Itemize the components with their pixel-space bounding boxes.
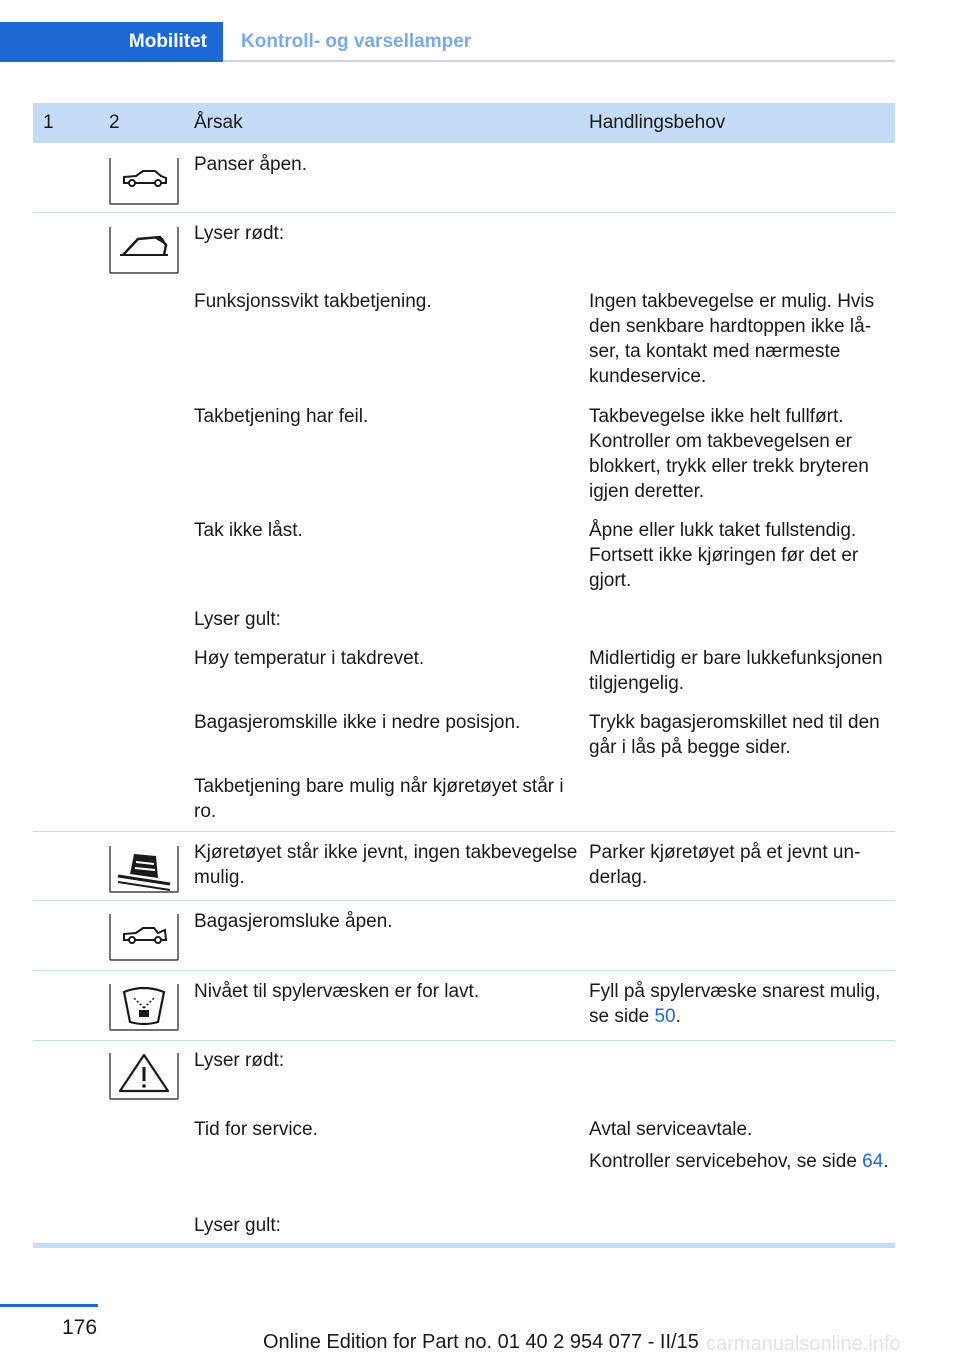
cause-text: Tak ikke låst.	[194, 520, 303, 541]
page-link-50[interactable]: 50	[654, 1006, 676, 1027]
column-header-action: Handlingsbehov	[589, 112, 726, 133]
page-link-64[interactable]: 64	[862, 1151, 884, 1172]
washer-fluid-icon	[108, 978, 180, 1038]
cause-text: Funksjonssvikt takbetjening.	[194, 291, 432, 312]
header-rule	[223, 60, 895, 62]
convertible-top-icon	[108, 152, 180, 212]
column-header-cause: Årsak	[194, 112, 243, 133]
light-red-label: Lyser rødt:	[194, 1050, 285, 1071]
action-text: Midlertidig er bare lukkefunksjonen tilgjengelig.	[589, 648, 883, 694]
trunk-open-icon	[108, 908, 180, 968]
cause-text: Nivået til spylervæsken er for lavt.	[194, 981, 480, 1002]
column-header-2: 2	[109, 112, 120, 133]
column-header-1: 1	[43, 112, 54, 133]
action-text: Avtal serviceavtale.	[589, 1119, 753, 1140]
page-number: 176	[62, 1316, 98, 1339]
cause-text: Tid for service.	[194, 1119, 318, 1140]
cause-text: Bagasjeromsluke åpen.	[194, 911, 393, 932]
watermark: carmanualsonline.info	[706, 1333, 901, 1355]
section-tab: Mobilitet	[0, 22, 223, 62]
edition-note: Online Edition for Part no. 01 40 2 954 077 - II/15	[263, 1331, 699, 1353]
row-divider	[33, 831, 895, 832]
cause-text: Takbetjening har feil.	[194, 406, 369, 427]
vehicle-tilt-icon	[108, 840, 180, 900]
action-text: Åpne eller lukk taket fullstendig. Fortsett ikke kjøringen før det er gjort.	[589, 520, 859, 591]
footer-accent-line	[0, 1304, 98, 1307]
row-divider	[33, 1040, 895, 1041]
action-text: Trykk bagasjeromskillet ned til den går i lås på begge sider.	[589, 712, 880, 758]
row-divider	[33, 970, 895, 971]
table-header	[33, 103, 895, 143]
row-divider	[33, 212, 895, 213]
cause-text: Bagasjeromskille ikke i nedre posisjon.	[194, 712, 521, 733]
action-text: Takbevegelse ikke helt fullført. Kontroller om takbevegelsen er blokkert, trykk eller trekk bryteren igjen deretter.	[589, 406, 869, 502]
chapter-title: Kontroll- og varsellamper	[241, 31, 472, 52]
action-text: Ingen takbevegelse er mulig. Hvis den senkbare hardtoppen ikke låser, ta kontakt med nærmeste kundeservice.	[589, 291, 875, 387]
row-divider	[33, 900, 895, 901]
table-bottom-rule	[33, 1243, 895, 1248]
roof-warning-icon	[108, 221, 180, 281]
warning-triangle-icon	[108, 1047, 180, 1107]
light-yellow-label: Lyser gult:	[194, 609, 281, 630]
cause-text: Panser åpen.	[194, 154, 308, 175]
light-red-label: Lyser rødt:	[194, 223, 285, 244]
light-yellow-label: Lyser gult:	[194, 1215, 281, 1236]
action-text: Kontroller servicebehov, se side 64.	[589, 1151, 889, 1172]
action-text: Parker kjøretøyet på et jevnt underlag.	[589, 842, 861, 888]
action-text: Fyll på spylervæske snarest mulig, se side 50.	[589, 981, 881, 1027]
cause-text: Kjøretøyet står ikke jevnt, ingen takbevegelse mulig.	[194, 842, 578, 888]
cause-text: Høy temperatur i takdrevet.	[194, 648, 425, 669]
cause-text: Takbetjening bare mulig når kjøretøyet står i ro.	[194, 776, 564, 822]
